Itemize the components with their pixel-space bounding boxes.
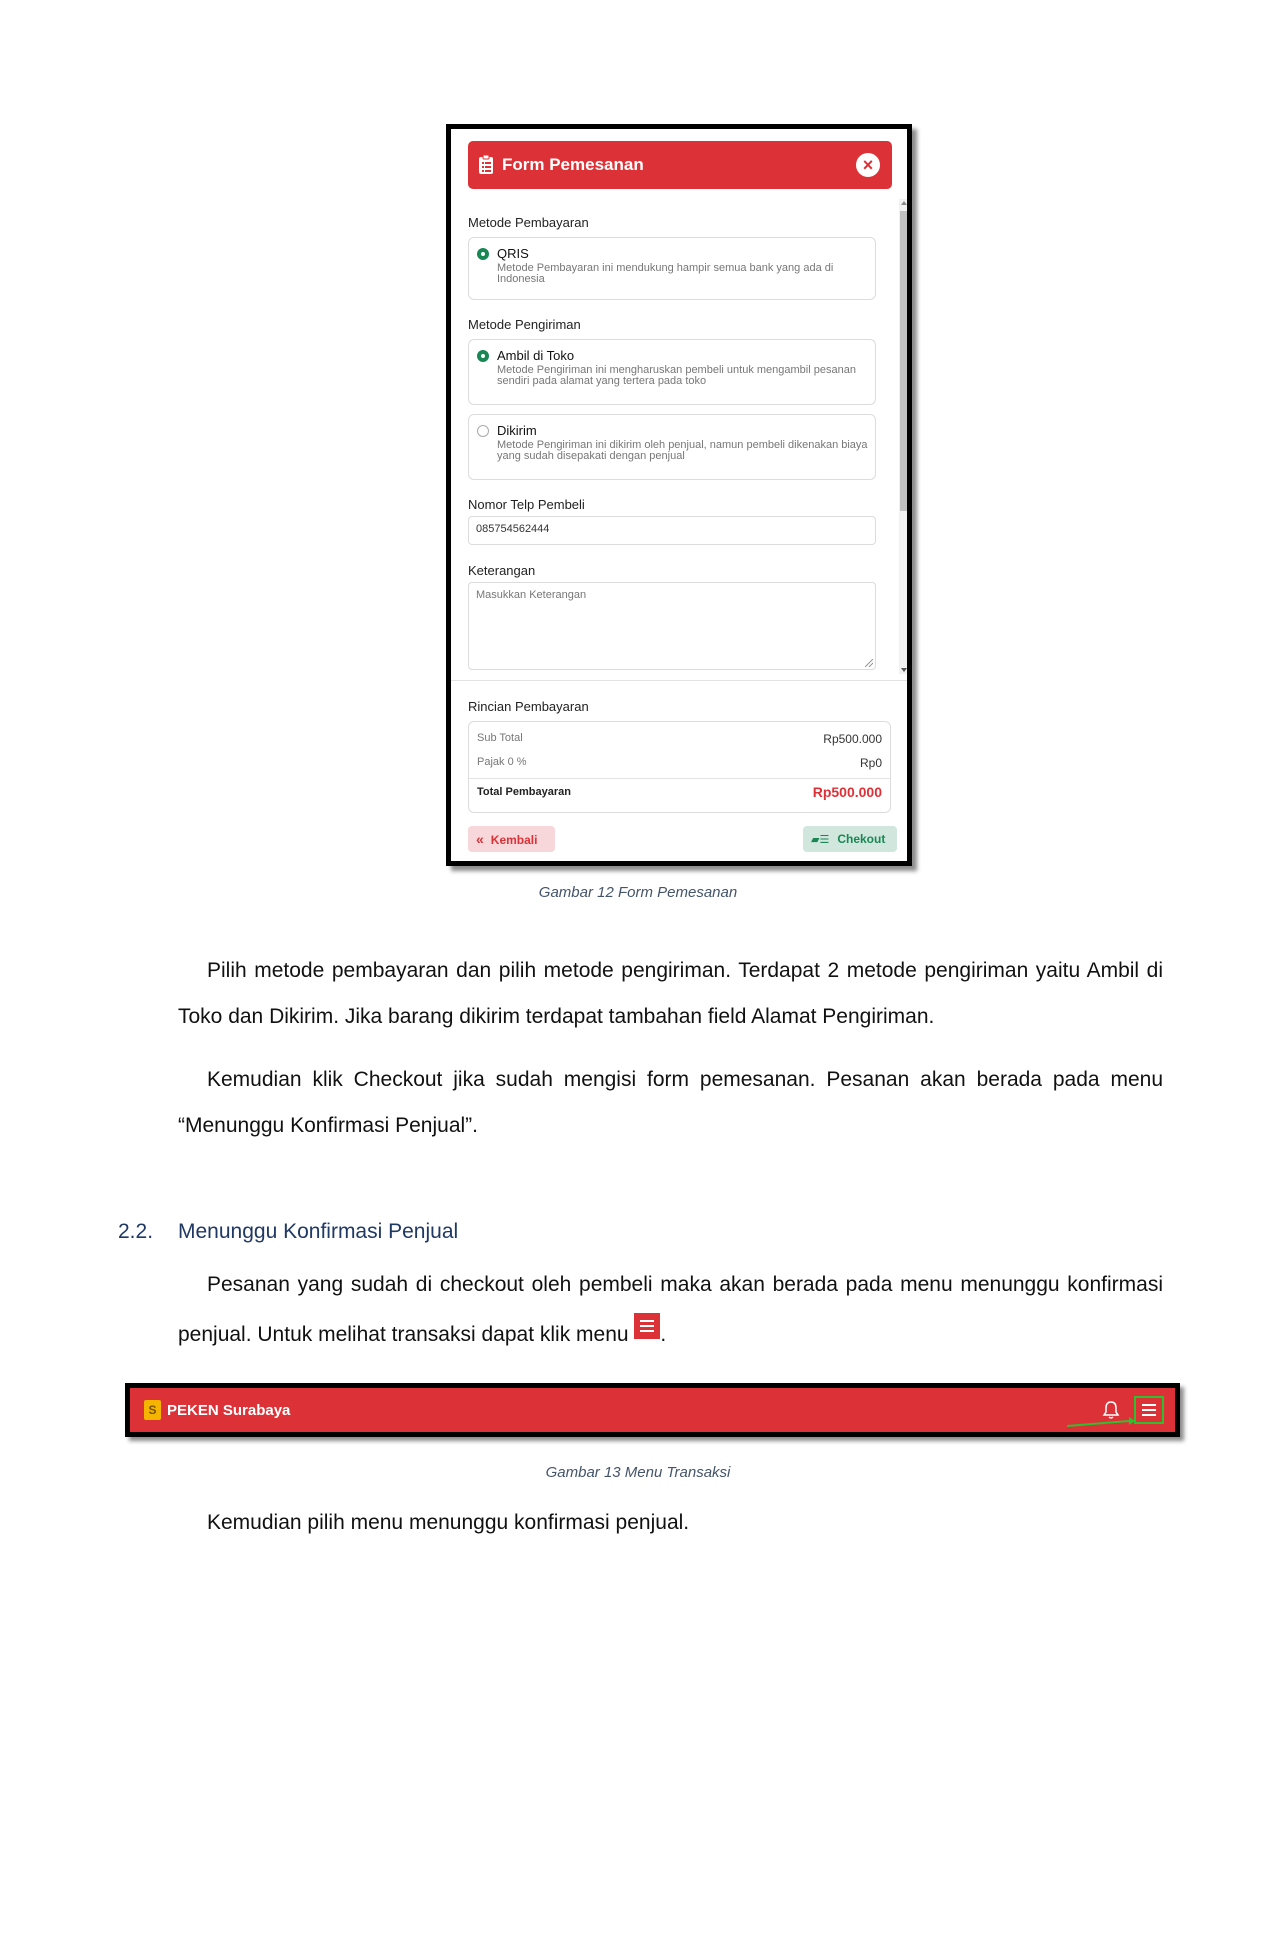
shipping-method-label: Metode Pengiriman — [468, 317, 581, 332]
clipboard-icon — [478, 154, 494, 174]
note-textarea[interactable] — [468, 582, 876, 670]
form-pemesanan-screenshot — [446, 124, 912, 866]
shipping-option-dikirim[interactable] — [468, 414, 876, 480]
paragraph-4: Kemudian pilih menu menunggu konfirmasi penjual. — [207, 1511, 690, 1534]
money-list-icon: ▰☰ — [811, 834, 830, 846]
paragraph-1: Pilih metode pembayaran dan pilih metode pengiriman. Terdapat 2 metode pengiriman yaitu Ambil di Toko dan Dikirim. Jika barang dikirim terdapat tambahan field Alamat Pengiriman. — [178, 959, 1163, 1028]
hamburger-menu-button[interactable] — [1134, 1396, 1164, 1424]
subtotal-value: Rp500.000 — [823, 732, 882, 746]
double-chevron-left-icon: « — [476, 831, 484, 847]
shopping-bag-logo-icon: S — [144, 1400, 161, 1420]
scroll-up-arrow-icon[interactable] — [901, 201, 907, 205]
annotation-arrow-icon — [1065, 1408, 1135, 1430]
option-title: Ambil di Toko — [497, 348, 575, 363]
checkout-button[interactable] — [803, 826, 897, 852]
payment-summary-card — [468, 721, 891, 813]
form-scrollbar[interactable] — [899, 199, 909, 674]
radio-qris[interactable] — [477, 248, 489, 260]
total-row — [477, 786, 882, 798]
note-placeholder: Masukkan Keterangan — [476, 589, 587, 601]
paragraph-2: Kemudian klik Checkout jika sudah mengisi form pemesanan. Pesanan akan berada pada menu “Menunggu Konfirmasi Penjual”. — [178, 1068, 1163, 1137]
section-number: 2.2. — [118, 1220, 154, 1243]
modal-title: Form Pemesanan — [502, 155, 644, 174]
back-button[interactable] — [468, 826, 555, 852]
figure-12-caption: Gambar 12 Form Pemesanan — [538, 884, 738, 901]
tax-label: Pajak 0 % — [477, 756, 527, 768]
figure-13-caption: Gambar 13 Menu Transaksi — [545, 1464, 731, 1481]
hamburger-menu-icon — [634, 1313, 660, 1339]
modal-header — [468, 141, 892, 189]
option-description: Metode Pembayaran ini mendukung hampir semua bank yang ada di Indonesia — [497, 262, 834, 285]
summary-label: Rincian Pembayaran — [468, 699, 589, 714]
note-label: Keterangan — [468, 563, 536, 578]
brand-name[interactable]: PEKEN Surabaya — [167, 1402, 291, 1419]
phone-label: Nomor Telp Pembeli — [468, 497, 585, 512]
paragraph-3-text: Pesanan yang sudah di checkout oleh pembeli maka akan berada pada menu menunggu konfirmasi penjual. Untuk melihat transaksi dapat klik menu — [178, 1273, 1163, 1346]
summary-separator — [469, 778, 890, 779]
divider — [451, 680, 907, 681]
radio-dikirim[interactable] — [477, 425, 489, 437]
paragraph-3-end: . — [660, 1323, 667, 1346]
tax-value: Rp0 — [859, 756, 882, 770]
navbar-screenshot — [125, 1383, 1180, 1437]
payment-option-qris[interactable] — [468, 237, 876, 300]
option-description: Metode Pengiriman ini dikirim oleh penjual, namun pembeli dikenakan biaya yang sudah disepakati dengan penjual — [497, 439, 868, 462]
bell-icon[interactable] — [1102, 1400, 1120, 1420]
payment-method-label: Metode Pembayaran — [468, 215, 589, 230]
subtotal-label: Sub Total — [477, 732, 523, 744]
section-heading — [118, 1220, 458, 1244]
option-title: Dikirim — [497, 423, 537, 438]
resize-handle-icon[interactable] — [865, 659, 873, 667]
tax-row — [477, 756, 882, 768]
section-title: Menunggu Konfirmasi Penjual — [178, 1220, 459, 1243]
total-label: Total Pembayaran — [477, 786, 571, 798]
paragraph-3 — [178, 1260, 1163, 1360]
back-button-label: Kembali — [490, 833, 538, 847]
scrollbar-thumb[interactable] — [900, 211, 908, 511]
checkout-button-label: Chekout — [837, 832, 886, 846]
option-title: QRIS — [497, 246, 529, 261]
close-icon[interactable]: × — [856, 153, 880, 177]
scroll-down-arrow-icon[interactable] — [901, 668, 907, 672]
subtotal-row — [477, 732, 882, 744]
total-value: Rp500.000 — [812, 784, 882, 800]
radio-ambil-di-toko[interactable] — [477, 350, 489, 362]
phone-input[interactable]: 085754562444 — [468, 516, 876, 545]
shipping-option-ambil[interactable] — [468, 339, 876, 405]
option-description: Metode Pengiriman ini mengharuskan pembeli untuk mengambil pesanan sendiri pada alamat yang tertera pada toko — [497, 364, 856, 387]
